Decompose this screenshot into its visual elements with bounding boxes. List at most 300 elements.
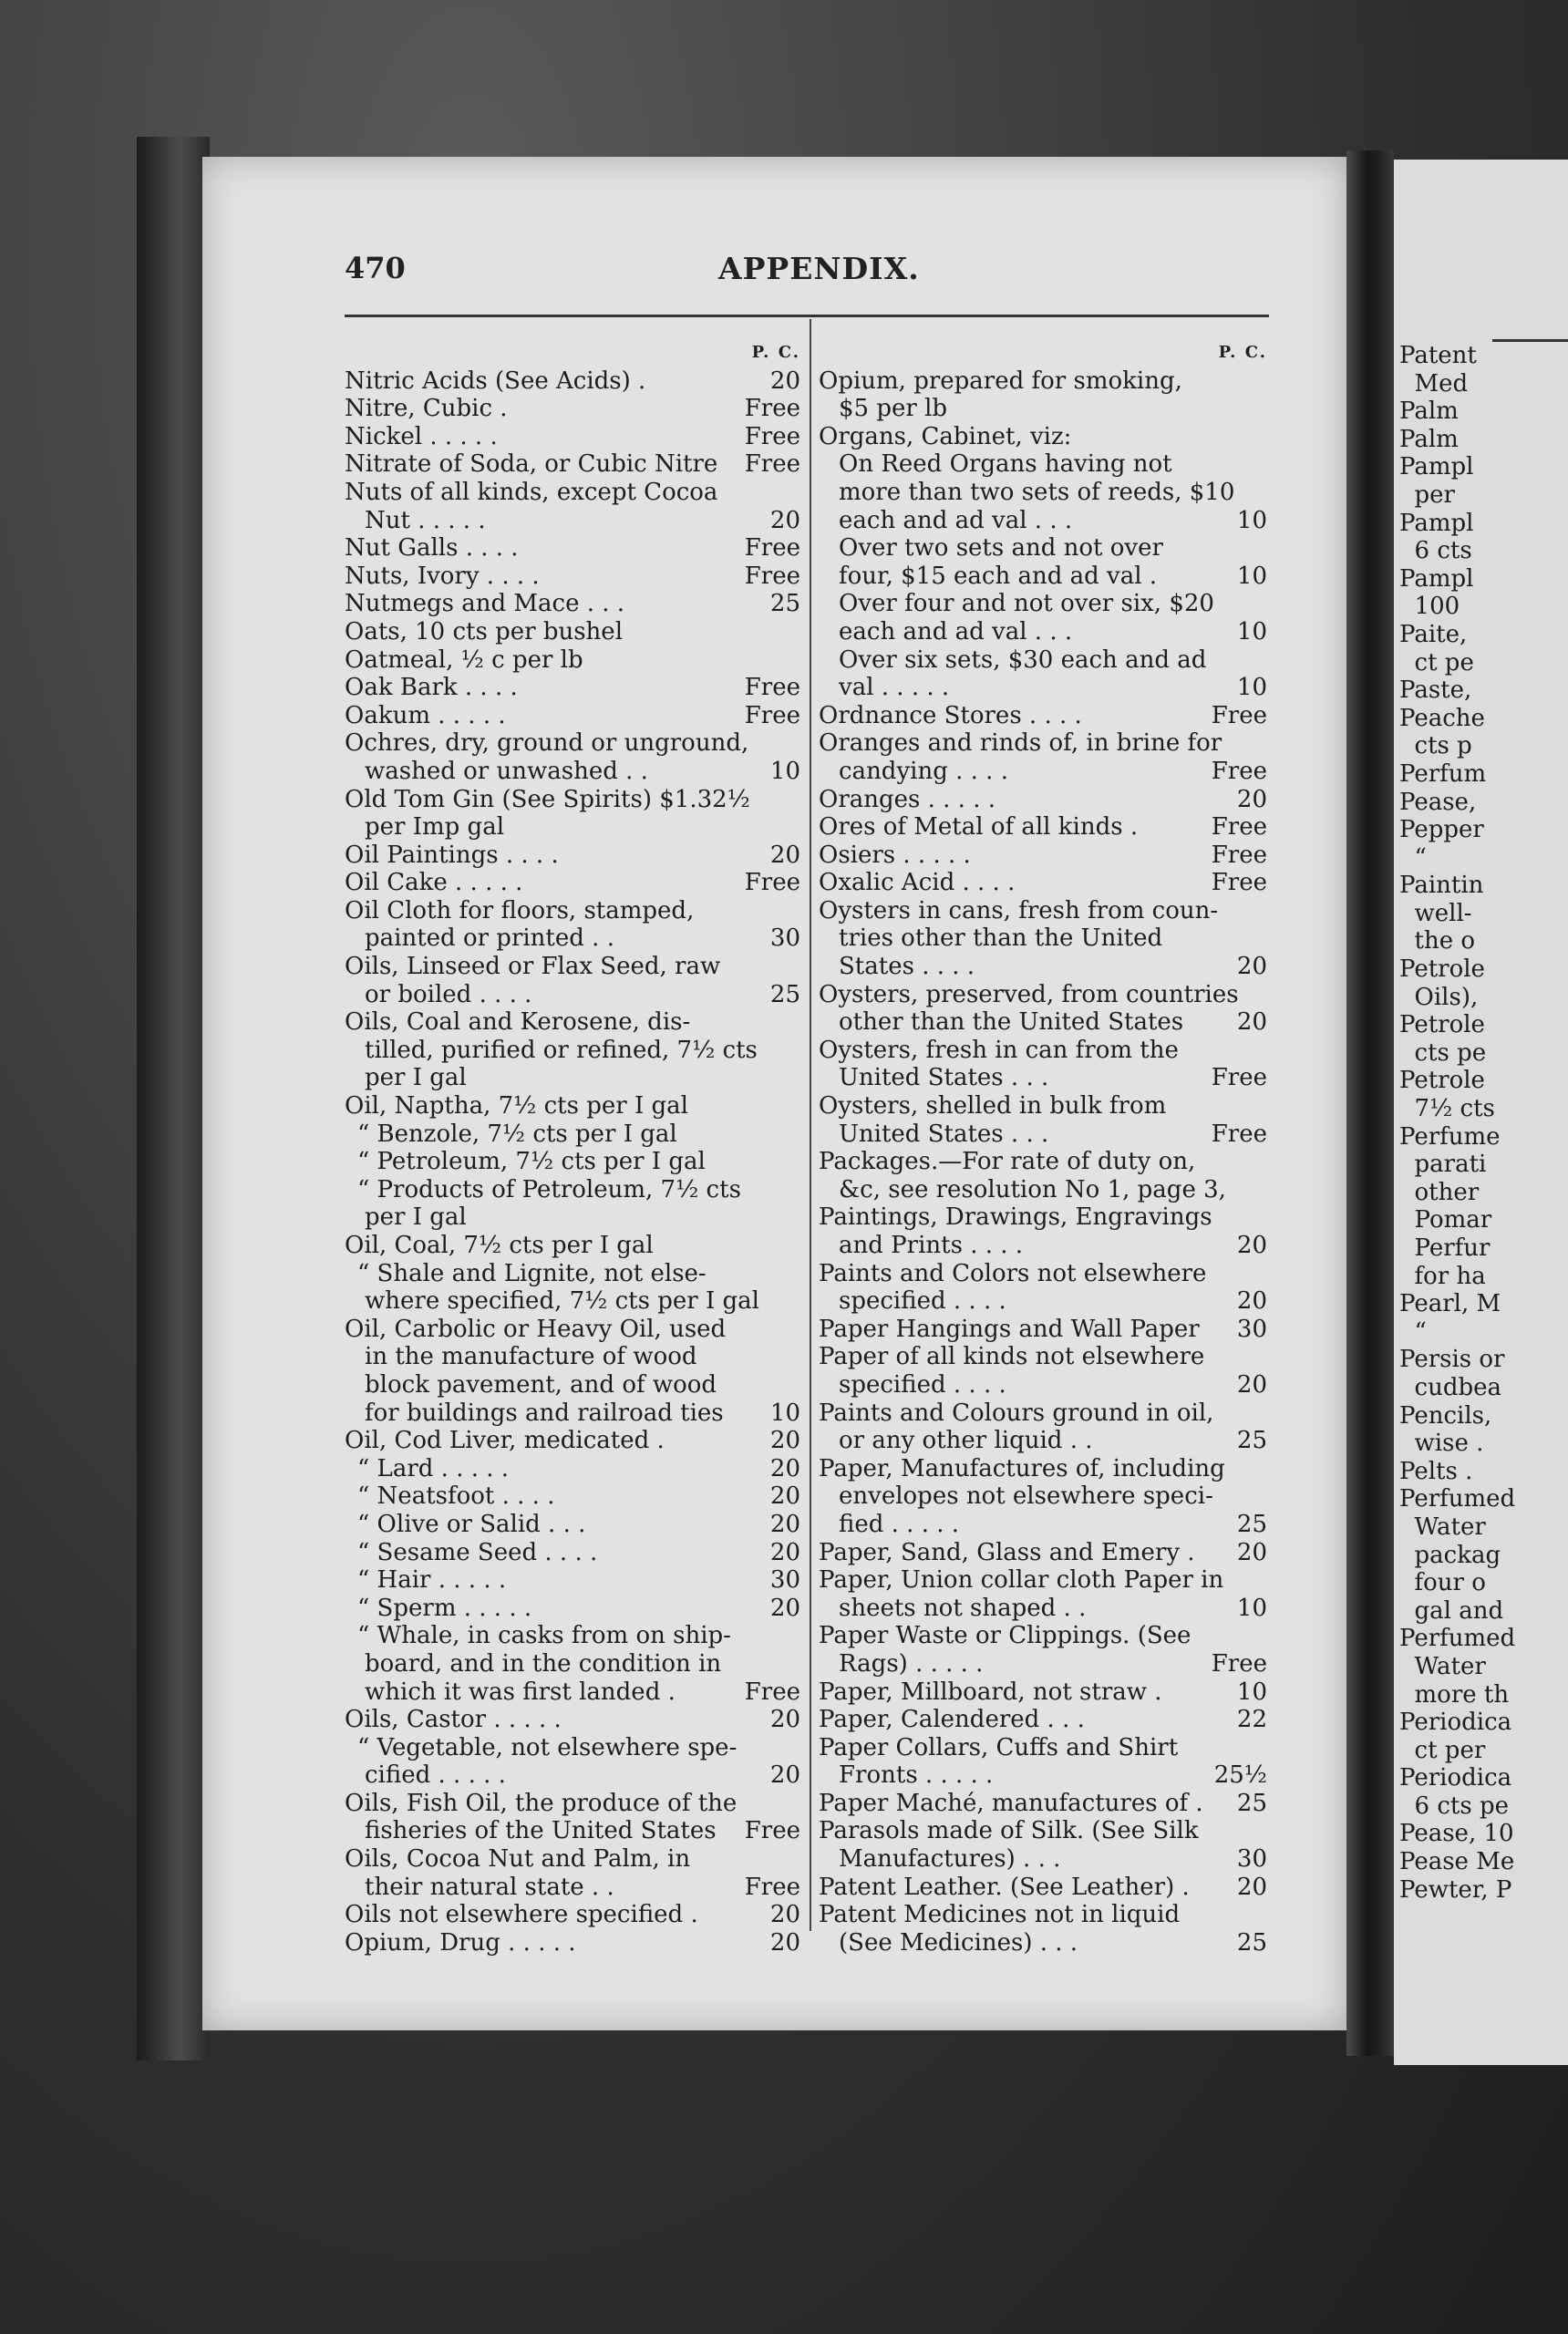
entry-text: Oils not elsewhere specified . (345, 1901, 698, 1929)
facing-page-line: Pampl (1399, 564, 1474, 593)
entry-rate: 22 (1236, 1706, 1267, 1734)
tariff-entry-line (345, 450, 800, 479)
tariff-entry-line (819, 702, 1267, 730)
entry-rate: Free (744, 422, 800, 450)
tariff-entry-line (345, 507, 800, 535)
facing-page-line: Peache (1399, 704, 1485, 732)
entry-rate: 20 (1236, 1008, 1267, 1037)
tariff-entry-line (819, 981, 1267, 1009)
entry-text: Nickel . . . . . (345, 422, 498, 450)
entry-rate: 20 (769, 1928, 800, 1957)
tariff-entry-line (819, 1817, 1267, 1845)
entry-text: Over six sets, $30 each and ad (839, 645, 1207, 674)
entry-rate: 10 (1236, 506, 1267, 534)
entry-text: their natural state . . (365, 1873, 614, 1901)
entry-text: Oils, Coal and Kerosene, dis- (345, 1008, 691, 1037)
entry-text: specified . . . . (839, 1287, 1006, 1316)
tariff-entry-line (819, 1008, 1267, 1037)
page-header (345, 251, 1265, 315)
tariff-entry-line (819, 729, 1267, 758)
tariff-entry-line (345, 674, 800, 702)
tariff-entry-line (819, 1790, 1267, 1818)
tariff-entry-line (819, 842, 1267, 870)
tariff-entry-line (819, 395, 1267, 423)
facing-page-line: per (1399, 480, 1455, 509)
entry-text: which it was first landed . (365, 1678, 676, 1706)
tariff-entry-line (819, 1901, 1267, 1929)
facing-page-line: parati (1399, 1151, 1487, 1179)
tariff-entry-line (345, 1148, 800, 1176)
entry-rate: 20 (769, 1482, 800, 1511)
entry-text: Oranges . . . . . (819, 785, 996, 813)
tariff-entry-line (345, 1845, 800, 1874)
entry-text: Nuts, Ivory . . . . (345, 562, 540, 590)
entry-text: Oysters in cans, fresh from coun- (819, 896, 1219, 924)
entry-text: in the manufacture of wood (365, 1343, 697, 1371)
entry-text: fied . . . . . (839, 1510, 960, 1538)
entry-rate: 20 (1236, 785, 1267, 813)
entry-text: each and ad val . . . (839, 617, 1073, 645)
entry-text: (See Medicines) . . . (839, 1928, 1078, 1957)
tariff-entry-line (345, 479, 800, 507)
entry-text: Rags) . . . . . (839, 1649, 984, 1678)
facing-page-line: Pease Me (1399, 1848, 1515, 1876)
entry-rate: 20 (1236, 1873, 1267, 1901)
tariff-entry-line (819, 758, 1267, 786)
entry-text: or boiled . . . . (365, 980, 532, 1008)
facing-page-line: Pepper (1399, 816, 1484, 844)
entry-text: Paper Maché, manufactures of . (819, 1789, 1203, 1817)
entry-text: Nut Galls . . . . (345, 534, 519, 563)
tariff-entry-line (819, 786, 1267, 814)
tariff-entry-line (819, 450, 1267, 479)
entry-text: Ores of Metal of all kinds . (819, 813, 1139, 842)
tariff-entry-line (345, 1121, 800, 1149)
entry-text: Oils, Cocoa Nut and Palm, in (345, 1845, 691, 1874)
entry-rate: 20 (769, 1594, 800, 1622)
tariff-entry-line (345, 702, 800, 730)
facing-page-text (1399, 342, 1515, 1904)
entry-rate: Free (1211, 1064, 1267, 1092)
tariff-entry-line (345, 1092, 800, 1121)
entry-rate: Free (1211, 841, 1267, 869)
tariff-entry-line (819, 534, 1267, 563)
tariff-entry-line (345, 813, 800, 842)
facing-page-line: Perfumed (1399, 1485, 1516, 1513)
tariff-entry-line (345, 1316, 800, 1344)
entry-text: Over four and not over six, $20 (839, 590, 1214, 618)
entry-text: Oils, Linseed or Flax Seed, raw (345, 953, 721, 981)
facing-page-line: Pencils, (1399, 1401, 1492, 1430)
entry-rate: 20 (1236, 1370, 1267, 1399)
tariff-entry-line (819, 1650, 1267, 1678)
tariff-entry-line (345, 1399, 800, 1428)
entry-text: Oysters, fresh in can from the (819, 1036, 1179, 1064)
tariff-entry-line (345, 1734, 800, 1762)
entry-text: Oatmeal, ½ c per lb (345, 645, 583, 674)
header-rule (345, 315, 1269, 317)
entry-text: Paper Hangings and Wall Paper (819, 1315, 1200, 1343)
entry-rate: Free (744, 674, 800, 702)
facing-page-line: Pease, (1399, 788, 1477, 816)
entry-text: or any other liquid . . (839, 1427, 1093, 1455)
tariff-entry-line (819, 1874, 1267, 1902)
entry-text: “ Whale, in casks from on ship- (357, 1622, 731, 1650)
entry-rate: Free (744, 701, 800, 729)
entry-text: per I gal (365, 1203, 467, 1232)
tariff-entry-line (819, 1092, 1267, 1121)
entry-rate: 20 (769, 1901, 800, 1929)
tariff-entry-line (345, 786, 800, 814)
entry-rate: Free (1211, 1649, 1267, 1678)
tariff-entry-line (819, 423, 1267, 451)
tariff-entry-line (819, 1706, 1267, 1734)
entry-text: washed or unwashed . . (365, 757, 648, 785)
facing-page-line: 6 cts pe (1399, 1792, 1509, 1820)
right-column (819, 339, 1267, 1957)
tariff-entry-line (819, 1148, 1267, 1176)
entry-text: Nuts of all kinds, except Cocoa (345, 478, 718, 506)
entry-text: Nut . . . . . (365, 506, 486, 534)
entry-text: Oysters, shelled in bulk from (819, 1092, 1167, 1121)
entry-text: Paintings, Drawings, Engravings (819, 1203, 1212, 1232)
column-rule (810, 319, 811, 1931)
entry-rate: Free (744, 1817, 800, 1845)
tariff-entry-line (345, 1678, 800, 1707)
tariff-entry-line (345, 1455, 800, 1483)
entry-text: Oil Cake . . . . . (345, 869, 523, 897)
left-column (345, 339, 800, 1957)
entry-text: cified . . . . . (365, 1761, 506, 1790)
entry-text: Old Tom Gin (See Spirits) $1.32½ (345, 785, 750, 813)
tariff-entry-line (345, 1595, 800, 1623)
entry-text: Patent Medicines not in liquid (819, 1901, 1181, 1929)
tariff-entry-line (345, 563, 800, 591)
tariff-entry-line (819, 897, 1267, 925)
facing-page-line: 7½ cts (1399, 1095, 1495, 1123)
entry-rate: Free (744, 395, 800, 423)
entry-rate: 30 (1236, 1315, 1267, 1343)
facing-page-line: other (1399, 1178, 1480, 1206)
tariff-entry-line (819, 1511, 1267, 1539)
facing-page-line: Periodica (1399, 1709, 1512, 1737)
entry-rate: 20 (769, 506, 800, 534)
entry-text: Oil, Naptha, 7½ cts per I gal (345, 1092, 688, 1121)
facing-page-line: Periodica (1399, 1764, 1512, 1792)
facing-page-line: ct per (1399, 1736, 1486, 1764)
entry-text: Paper of all kinds not elsewhere (819, 1343, 1205, 1371)
tariff-entry-line (819, 1595, 1267, 1623)
facing-page-line: Persis or (1399, 1346, 1505, 1374)
facing-page-line: “ (1399, 1317, 1427, 1346)
tariff-entry-line (345, 367, 800, 396)
entry-text: Nutmegs and Mace . . . (345, 590, 625, 618)
entry-rate: 25½ (1213, 1761, 1267, 1790)
tariff-entry-line (345, 758, 800, 786)
left-column-head: P. C. (751, 343, 800, 362)
facing-page-line: cts p (1399, 732, 1472, 760)
book-page-edge (137, 137, 210, 2060)
entry-text: “ Sesame Seed . . . . (357, 1538, 598, 1566)
entry-text: painted or printed . . (365, 924, 614, 953)
entry-text: Nitric Acids (See Acids) . (345, 367, 646, 395)
entry-text: Paper Collars, Cuffs and Shirt (819, 1733, 1179, 1761)
entry-rate: 25 (769, 980, 800, 1008)
entry-text: Oxalic Acid . . . . (819, 869, 1016, 897)
facing-page-line: 6 cts (1399, 537, 1472, 565)
entry-text: Organs, Cabinet, viz: (819, 422, 1072, 450)
facing-page-line: for ha (1399, 1262, 1486, 1290)
entry-text: Osiers . . . . . (819, 841, 971, 869)
entry-text: Nitre, Cubic . (345, 395, 508, 423)
facing-page-line: Paite, (1399, 620, 1468, 648)
entry-text: Ochres, dry, ground or unground, (345, 729, 749, 758)
tariff-entry-line (819, 1622, 1267, 1650)
entry-text: Over two sets and not over (839, 534, 1163, 563)
tariff-entry-line (819, 1761, 1267, 1790)
entry-text: Opium, Drug . . . . . (345, 1928, 576, 1957)
entry-text: envelopes not elsewhere speci- (839, 1482, 1213, 1511)
tariff-entry-line (345, 729, 800, 758)
right-column-head: P. C. (1218, 343, 1267, 362)
tariff-entry-line (819, 924, 1267, 953)
facing-page-line: cts pe (1399, 1038, 1487, 1067)
tariff-entry-line (345, 1706, 800, 1734)
entry-rate: 20 (769, 1538, 800, 1566)
entry-rate: Free (1211, 757, 1267, 785)
tariff-entry-line (819, 618, 1267, 646)
tariff-entry-line (819, 1678, 1267, 1707)
entry-text: $5 per lb (839, 395, 948, 423)
entry-rate: Free (1211, 701, 1267, 729)
entry-rate: 20 (1236, 953, 1267, 981)
tariff-entry-line (345, 1622, 800, 1650)
entry-text: Oak Bark . . . . (345, 674, 518, 702)
facing-page-line: Perfum (1399, 759, 1487, 788)
tariff-entry-line (819, 1929, 1267, 1957)
entry-text: Paper, Union collar cloth Paper in (819, 1566, 1224, 1595)
facing-page-line: Water (1399, 1652, 1486, 1680)
entry-text: Paper, Millboard, not straw . (819, 1678, 1162, 1706)
entry-text: Fronts . . . . . (839, 1761, 994, 1790)
tariff-entry-line (345, 1761, 800, 1790)
entry-rate: 10 (1236, 1678, 1267, 1706)
entry-text: Packages.—For rate of duty on, (819, 1148, 1196, 1176)
tariff-entry-line (345, 1287, 800, 1316)
tariff-entry-line (345, 1037, 800, 1065)
tariff-entry-line (819, 1482, 1267, 1511)
facing-page-line: Petrole (1399, 1067, 1485, 1095)
tariff-entry-line (345, 395, 800, 423)
entry-text: Oil, Cod Liver, medicated . (345, 1427, 665, 1455)
facing-page-line: Pease, 10 (1399, 1820, 1514, 1848)
entry-rate: 20 (769, 1454, 800, 1482)
facing-page-line: ct pe (1399, 648, 1474, 676)
entry-text: Oysters, preserved, from countries (819, 980, 1239, 1008)
entry-rate: 20 (769, 1706, 800, 1734)
entry-text: “ Lard . . . . . (357, 1454, 510, 1482)
tariff-entry-line (345, 1566, 800, 1595)
tariff-entry-line (345, 646, 800, 675)
entry-text: Oats, 10 cts per bushel (345, 617, 624, 645)
entry-text: four, $15 each and ad val . (839, 562, 1158, 590)
tariff-entry-line (819, 1845, 1267, 1874)
entry-rate: 20 (1236, 1538, 1267, 1566)
entry-rate: 25 (769, 590, 800, 618)
facing-page-line: Palm (1399, 398, 1459, 426)
entry-text: tries other than the United (839, 924, 1163, 953)
tariff-entry-line (819, 1455, 1267, 1483)
entry-text: Oil, Coal, 7½ cts per I gal (345, 1232, 654, 1259)
facing-page-line: Paste, (1399, 676, 1472, 705)
entry-text: Parasols made of Silk. (See Silk (819, 1817, 1199, 1845)
entry-rate: 10 (1236, 1594, 1267, 1622)
entry-text: States . . . . (839, 953, 975, 981)
entry-text: Paper Waste or Clippings. (See (819, 1622, 1191, 1650)
entry-text: “ Benzole, 7½ cts per I gal (357, 1120, 677, 1148)
tariff-entry-line (345, 1232, 800, 1260)
tariff-entry-line (819, 1064, 1267, 1092)
tariff-entry-line (819, 1260, 1267, 1288)
tariff-entry-line (345, 1064, 800, 1092)
running-head: APPENDIX. (718, 251, 920, 286)
entry-text: United States . . . (839, 1120, 1049, 1148)
entry-text: Paper, Manufactures of, including (819, 1454, 1225, 1482)
entry-rate: 10 (1236, 562, 1267, 590)
entry-text: more than two sets of reeds, $10 (839, 478, 1235, 506)
tariff-entry-line (819, 563, 1267, 591)
tariff-entry-line (819, 1203, 1267, 1232)
entry-text: tilled, purified or refined, 7½ cts (365, 1036, 758, 1064)
entry-rate: 25 (1236, 1789, 1267, 1817)
tariff-entry-line (345, 924, 800, 953)
tariff-entry-line (345, 1874, 800, 1902)
tariff-entry-line (819, 869, 1267, 897)
tariff-entry-line (819, 1566, 1267, 1595)
entry-text: “ Sperm . . . . . (357, 1594, 532, 1622)
tariff-entry-line (819, 1121, 1267, 1149)
entry-rate: Free (744, 534, 800, 563)
tariff-entry-line (345, 981, 800, 1009)
tariff-entry-line (819, 1176, 1267, 1204)
tariff-entry-line (345, 1427, 800, 1455)
entry-text: Patent Leather. (See Leather) . (819, 1873, 1190, 1901)
tariff-entry-line (819, 1232, 1267, 1260)
facing-page-line: the o (1399, 927, 1476, 955)
facing-page-line: Paintin (1399, 872, 1484, 900)
facing-page-line: Petrole (1399, 955, 1485, 984)
entry-rate: Free (744, 1873, 800, 1901)
entry-rate: 30 (1236, 1845, 1267, 1874)
entry-text: “ Vegetable, not elsewhere spe- (357, 1733, 738, 1761)
entry-rate: Free (744, 869, 800, 897)
entry-text: Oils, Fish Oil, the produce of the (345, 1789, 738, 1817)
tariff-entry-line (819, 674, 1267, 702)
entry-text: On Reed Organs having not (839, 450, 1172, 479)
entry-text: “ Olive or Salid . . . (357, 1510, 586, 1538)
tariff-entry-line (345, 1343, 800, 1371)
facing-page (1394, 160, 1568, 2065)
entry-text: “ Products of Petroleum, 7½ cts (357, 1175, 741, 1203)
tariff-entry-line (345, 1260, 800, 1288)
tariff-entry-line (345, 1650, 800, 1678)
entry-text: Opium, prepared for smoking, (819, 367, 1182, 395)
tariff-entry-line (345, 423, 800, 451)
entry-rate: 20 (769, 1510, 800, 1538)
tariff-entry-line (345, 534, 800, 563)
tariff-entry-line (819, 507, 1267, 535)
entry-rate: 25 (1236, 1928, 1267, 1957)
tariff-entry-line (819, 646, 1267, 675)
entry-text: Ordnance Stores . . . . (819, 701, 1082, 729)
facing-page-line: Perfumed (1399, 1625, 1516, 1653)
entry-rate: Free (1211, 813, 1267, 842)
entry-text: per I gal (365, 1064, 467, 1092)
tariff-entry-line (819, 953, 1267, 981)
entry-text: and Prints . . . . (839, 1232, 1024, 1259)
entry-text: per Imp gal (365, 813, 505, 842)
facing-page-line: Pewter, P (1399, 1875, 1512, 1904)
tariff-entry-line (819, 367, 1267, 396)
entry-text: other than the United States (839, 1008, 1184, 1037)
facing-page-line: packag (1399, 1541, 1501, 1569)
facing-page-line: four o (1399, 1569, 1486, 1597)
facing-page-line: more th (1399, 1680, 1510, 1709)
entry-rate: 10 (769, 1399, 800, 1427)
facing-page-line: cudbea (1399, 1373, 1502, 1401)
facing-page-line: Med (1399, 369, 1469, 398)
facing-page-line: Pelts . (1399, 1457, 1473, 1485)
facing-page-line: Petrole (1399, 1011, 1485, 1039)
tariff-entry-line (345, 897, 800, 925)
entry-text: fisheries of the United States (365, 1817, 717, 1845)
facing-page-line: Pampl (1399, 509, 1474, 537)
facing-page-line: “ (1399, 843, 1427, 872)
entry-rate: 25 (1236, 1427, 1267, 1455)
entry-text: Oils, Castor . . . . . (345, 1706, 562, 1734)
entry-text: sheets not shaped . . (839, 1594, 1087, 1622)
tariff-entry-line (345, 1790, 800, 1818)
entry-rate: 25 (1236, 1510, 1267, 1538)
tariff-entry-line (345, 1203, 800, 1232)
facing-page-line: 100 (1399, 593, 1460, 621)
facing-page-line: Palm (1399, 425, 1459, 453)
entry-text: board, and in the condition in (365, 1649, 722, 1678)
tariff-entry-line (345, 1539, 800, 1567)
entry-text: &c, see resolution No 1, page 3, (839, 1175, 1226, 1203)
tariff-entry-line (345, 1008, 800, 1037)
entry-text: Paper, Calendered . . . (819, 1706, 1085, 1734)
entry-text: Paints and Colours ground in oil, (819, 1399, 1214, 1427)
tariff-entry-line (345, 590, 800, 618)
facing-page-line: Water (1399, 1513, 1486, 1541)
entry-text: “ Hair . . . . . (357, 1566, 507, 1595)
entry-text: “ Shale and Lignite, not else- (357, 1259, 707, 1287)
tariff-entry-line (345, 1901, 800, 1929)
facing-page-rule (1492, 339, 1568, 342)
entry-text: block pavement, and of wood (365, 1370, 717, 1399)
entry-text: Paper, Sand, Glass and Emery . (819, 1538, 1195, 1566)
tariff-entry-line (819, 1343, 1267, 1371)
entry-rate: 10 (1236, 617, 1267, 645)
facing-page-line: Perfume (1399, 1122, 1501, 1151)
tariff-entry-line (345, 869, 800, 897)
entry-text: “ Neatsfoot . . . . (357, 1482, 555, 1511)
entry-text: val . . . . . (839, 674, 950, 702)
tariff-entry-line (345, 1176, 800, 1204)
entry-rate: Free (744, 450, 800, 479)
entry-text: Oil, Carbolic or Heavy Oil, used (345, 1315, 727, 1343)
